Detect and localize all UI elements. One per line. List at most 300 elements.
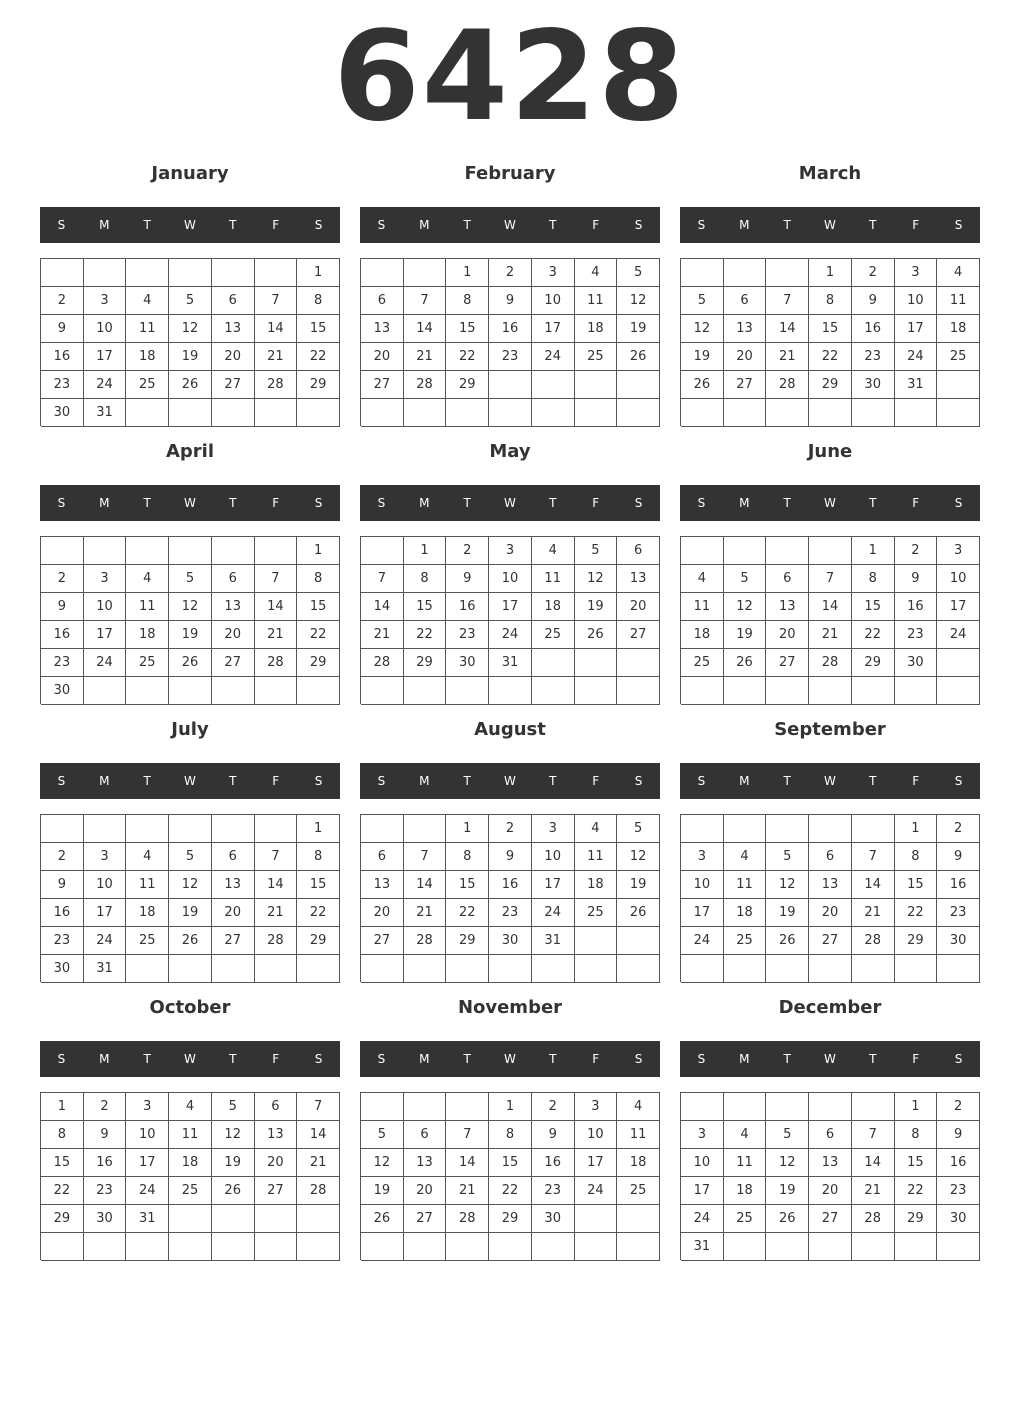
day-cell: 10 [681, 1149, 724, 1177]
day-cell: 5 [575, 537, 618, 565]
empty-day-cell [809, 399, 852, 427]
empty-day-cell [575, 649, 618, 677]
day-cell: 6 [212, 565, 255, 593]
day-cell: 9 [41, 871, 84, 899]
day-cell: 14 [446, 1149, 489, 1177]
day-cell: 5 [724, 565, 767, 593]
weekday-label: W [504, 1052, 516, 1066]
weekday-label: M [419, 218, 430, 232]
day-cell: 25 [724, 1205, 767, 1233]
day-cell: 11 [575, 843, 618, 871]
day-cell: 20 [617, 593, 660, 621]
day-cell: 15 [852, 593, 895, 621]
day-cell: 23 [489, 343, 532, 371]
day-cell: 25 [681, 649, 724, 677]
day-cell: 19 [681, 343, 724, 371]
weekday-label: W [824, 1052, 836, 1066]
day-cell: 16 [446, 593, 489, 621]
day-cell: 26 [169, 927, 212, 955]
day-cell: 24 [84, 371, 127, 399]
weekday-label: W [184, 774, 196, 788]
months-grid [40, 158, 980, 1270]
empty-day-cell [681, 1093, 724, 1121]
day-cell: 6 [212, 843, 255, 871]
empty-day-cell [84, 1233, 127, 1261]
day-cell: 5 [169, 287, 212, 315]
weekday-label: T [783, 218, 791, 232]
day-cell: 6 [361, 843, 404, 871]
day-cell: 17 [84, 621, 127, 649]
day-cell: 22 [404, 621, 447, 649]
month-name: October [149, 997, 231, 1018]
day-cell: 21 [766, 343, 809, 371]
day-cell: 6 [766, 565, 809, 593]
day-cell: 27 [212, 649, 255, 677]
day-cell: 22 [809, 343, 852, 371]
day-cell: 13 [212, 593, 255, 621]
day-grid [680, 258, 980, 426]
day-cell: 30 [489, 927, 532, 955]
day-cell: 9 [532, 1121, 575, 1149]
day-cell: 14 [255, 593, 298, 621]
day-cell: 8 [297, 287, 340, 315]
year-title: 6428 [333, 5, 687, 149]
day-cell: 8 [297, 565, 340, 593]
weekday-label: M [99, 774, 110, 788]
day-cell: 20 [724, 343, 767, 371]
day-cell: 1 [809, 259, 852, 287]
day-cell: 10 [489, 565, 532, 593]
weekday-label: T [463, 1052, 471, 1066]
day-cell: 13 [361, 871, 404, 899]
day-grid [40, 536, 340, 704]
month-september [680, 714, 980, 992]
day-cell: 20 [809, 1177, 852, 1205]
day-cell: 2 [489, 259, 532, 287]
weekday-label: T [869, 218, 877, 232]
day-cell: 23 [41, 927, 84, 955]
day-cell: 12 [724, 593, 767, 621]
weekday-label: S [634, 1052, 643, 1066]
month-october [40, 992, 340, 1270]
day-cell: 11 [937, 287, 980, 315]
weekday-header [40, 763, 340, 799]
empty-day-cell [446, 1093, 489, 1121]
day-cell: 20 [361, 343, 404, 371]
day-cell: 28 [809, 649, 852, 677]
empty-day-cell [895, 677, 938, 705]
day-cell: 2 [41, 565, 84, 593]
day-cell: 30 [84, 1205, 127, 1233]
day-cell: 4 [575, 259, 618, 287]
empty-day-cell [41, 1233, 84, 1261]
day-cell: 7 [809, 565, 852, 593]
empty-day-cell [169, 399, 212, 427]
day-cell: 10 [84, 315, 127, 343]
weekday-label: W [184, 496, 196, 510]
day-cell: 12 [169, 315, 212, 343]
day-cell: 27 [404, 1205, 447, 1233]
day-cell: 27 [212, 927, 255, 955]
day-cell: 7 [361, 565, 404, 593]
weekday-label: T [229, 1052, 237, 1066]
day-cell: 24 [84, 649, 127, 677]
day-cell: 29 [809, 371, 852, 399]
empty-day-cell [169, 1205, 212, 1233]
day-cell: 30 [852, 371, 895, 399]
day-cell: 31 [84, 399, 127, 427]
day-cell: 3 [84, 843, 127, 871]
day-cell: 19 [212, 1149, 255, 1177]
day-cell: 24 [84, 927, 127, 955]
month-name: August [474, 719, 546, 740]
day-cell: 28 [852, 927, 895, 955]
weekday-label: T [463, 774, 471, 788]
weekday-label: S [314, 1052, 323, 1066]
weekday-label: F [592, 218, 600, 232]
day-cell: 13 [404, 1149, 447, 1177]
day-cell: 18 [575, 315, 618, 343]
weekday-label: M [739, 774, 750, 788]
empty-day-cell [361, 677, 404, 705]
day-cell: 6 [809, 1121, 852, 1149]
empty-day-cell [575, 1233, 618, 1261]
day-cell: 17 [681, 1177, 724, 1205]
day-cell: 13 [766, 593, 809, 621]
day-cell: 31 [126, 1205, 169, 1233]
day-cell: 14 [404, 315, 447, 343]
day-cell: 3 [84, 287, 127, 315]
day-cell: 12 [681, 315, 724, 343]
empty-day-cell [361, 537, 404, 565]
day-cell: 15 [489, 1149, 532, 1177]
day-cell: 22 [446, 899, 489, 927]
day-cell: 10 [84, 593, 127, 621]
day-cell: 3 [937, 537, 980, 565]
day-cell: 7 [852, 1121, 895, 1149]
empty-day-cell [532, 649, 575, 677]
day-cell: 25 [169, 1177, 212, 1205]
empty-day-cell [575, 955, 618, 983]
day-cell: 11 [126, 593, 169, 621]
day-cell: 7 [446, 1121, 489, 1149]
empty-day-cell [169, 677, 212, 705]
day-cell: 21 [852, 899, 895, 927]
day-cell: 30 [937, 927, 980, 955]
empty-day-cell [809, 955, 852, 983]
day-cell: 1 [446, 815, 489, 843]
day-cell: 12 [766, 1149, 809, 1177]
empty-day-cell [255, 677, 298, 705]
day-cell: 29 [297, 371, 340, 399]
day-cell: 12 [766, 871, 809, 899]
day-cell: 8 [895, 843, 938, 871]
day-cell: 28 [361, 649, 404, 677]
day-cell: 12 [617, 287, 660, 315]
weekday-label: S [377, 774, 386, 788]
empty-day-cell [852, 1093, 895, 1121]
day-cell: 4 [126, 565, 169, 593]
day-cell: 2 [852, 259, 895, 287]
day-cell: 23 [41, 649, 84, 677]
day-cell: 28 [404, 371, 447, 399]
day-cell: 4 [937, 259, 980, 287]
day-cell: 26 [617, 343, 660, 371]
weekday-label: S [377, 218, 386, 232]
day-cell: 2 [41, 843, 84, 871]
day-cell: 19 [169, 899, 212, 927]
day-cell: 21 [809, 621, 852, 649]
empty-day-cell [212, 1233, 255, 1261]
day-cell: 18 [126, 621, 169, 649]
empty-day-cell [404, 677, 447, 705]
day-cell: 11 [126, 315, 169, 343]
day-cell: 10 [126, 1121, 169, 1149]
empty-day-cell [446, 1233, 489, 1261]
day-cell: 30 [532, 1205, 575, 1233]
empty-day-cell [766, 259, 809, 287]
day-cell: 19 [766, 899, 809, 927]
empty-day-cell [361, 1233, 404, 1261]
day-cell: 14 [361, 593, 404, 621]
day-cell: 9 [937, 1121, 980, 1149]
empty-day-cell [852, 1233, 895, 1261]
day-cell: 23 [532, 1177, 575, 1205]
empty-day-cell [361, 399, 404, 427]
empty-day-cell [575, 371, 618, 399]
day-cell: 10 [532, 287, 575, 315]
empty-day-cell [255, 955, 298, 983]
day-cell: 6 [212, 287, 255, 315]
day-cell: 26 [212, 1177, 255, 1205]
day-cell: 18 [617, 1149, 660, 1177]
empty-day-cell [297, 677, 340, 705]
month-name: March [798, 163, 862, 184]
weekday-label: M [739, 496, 750, 510]
day-cell: 25 [532, 621, 575, 649]
month-name: February [464, 163, 556, 184]
day-grid [40, 814, 340, 982]
empty-day-cell [446, 399, 489, 427]
day-cell: 9 [895, 565, 938, 593]
day-cell: 25 [126, 927, 169, 955]
empty-day-cell [617, 1205, 660, 1233]
empty-day-cell [895, 399, 938, 427]
month-march [680, 158, 980, 436]
weekday-label: S [314, 774, 323, 788]
weekday-label: M [99, 1052, 110, 1066]
day-cell: 30 [446, 649, 489, 677]
day-cell: 24 [126, 1177, 169, 1205]
empty-day-cell [126, 259, 169, 287]
weekday-header [40, 485, 340, 521]
empty-day-cell [681, 955, 724, 983]
day-cell: 19 [617, 315, 660, 343]
day-cell: 15 [446, 871, 489, 899]
day-cell: 12 [617, 843, 660, 871]
weekday-label: M [419, 496, 430, 510]
day-cell: 18 [937, 315, 980, 343]
weekday-label: F [272, 774, 280, 788]
weekday-label: S [57, 774, 66, 788]
day-cell: 9 [41, 593, 84, 621]
day-cell: 17 [532, 315, 575, 343]
weekday-label: S [314, 496, 323, 510]
empty-day-cell [404, 259, 447, 287]
empty-day-cell [361, 955, 404, 983]
day-cell: 8 [489, 1121, 532, 1149]
day-cell: 17 [84, 899, 127, 927]
day-cell: 29 [489, 1205, 532, 1233]
day-cell: 2 [84, 1093, 127, 1121]
day-cell: 4 [681, 565, 724, 593]
day-cell: 7 [255, 287, 298, 315]
month-name: November [457, 997, 563, 1018]
day-grid [680, 1092, 980, 1260]
day-cell: 18 [532, 593, 575, 621]
day-cell: 4 [126, 843, 169, 871]
day-cell: 13 [809, 1149, 852, 1177]
day-cell: 2 [446, 537, 489, 565]
weekday-label: S [697, 496, 706, 510]
weekday-label: T [549, 218, 557, 232]
day-cell: 30 [41, 955, 84, 983]
weekday-header [360, 485, 660, 521]
day-cell: 22 [446, 343, 489, 371]
empty-day-cell [297, 399, 340, 427]
weekday-label: F [912, 496, 920, 510]
day-cell: 22 [895, 899, 938, 927]
weekday-label: T [549, 1052, 557, 1066]
day-cell: 6 [809, 843, 852, 871]
day-cell: 15 [41, 1149, 84, 1177]
empty-day-cell [937, 371, 980, 399]
day-cell: 1 [489, 1093, 532, 1121]
weekday-label: M [739, 218, 750, 232]
day-cell: 21 [255, 343, 298, 371]
month-may [360, 436, 660, 714]
empty-day-cell [575, 1205, 618, 1233]
empty-day-cell [255, 1233, 298, 1261]
weekday-label: S [634, 774, 643, 788]
day-cell: 3 [489, 537, 532, 565]
weekday-label: F [592, 496, 600, 510]
empty-day-cell [724, 1093, 767, 1121]
day-cell: 6 [255, 1093, 298, 1121]
day-cell: 21 [404, 899, 447, 927]
day-cell: 14 [766, 315, 809, 343]
empty-day-cell [126, 955, 169, 983]
day-cell: 22 [852, 621, 895, 649]
empty-day-cell [617, 927, 660, 955]
day-cell: 8 [297, 843, 340, 871]
empty-day-cell [404, 1093, 447, 1121]
empty-day-cell [361, 259, 404, 287]
weekday-label: F [592, 774, 600, 788]
month-november [360, 992, 660, 1270]
weekday-header [360, 1041, 660, 1077]
day-cell: 26 [169, 649, 212, 677]
empty-day-cell [169, 1233, 212, 1261]
day-cell: 28 [255, 371, 298, 399]
empty-day-cell [297, 1205, 340, 1233]
day-cell: 24 [681, 1205, 724, 1233]
empty-day-cell [766, 815, 809, 843]
day-cell: 27 [809, 927, 852, 955]
empty-day-cell [255, 815, 298, 843]
day-cell: 28 [404, 927, 447, 955]
weekday-label: F [912, 218, 920, 232]
day-cell: 17 [532, 871, 575, 899]
empty-day-cell [895, 955, 938, 983]
weekday-label: S [377, 1052, 386, 1066]
day-cell: 29 [895, 1205, 938, 1233]
empty-day-cell [724, 955, 767, 983]
day-cell: 10 [681, 871, 724, 899]
day-cell: 3 [681, 1121, 724, 1149]
day-cell: 6 [361, 287, 404, 315]
empty-day-cell [212, 537, 255, 565]
empty-day-cell [809, 1093, 852, 1121]
empty-day-cell [212, 259, 255, 287]
empty-day-cell [724, 537, 767, 565]
weekday-label: W [504, 774, 516, 788]
empty-day-cell [126, 677, 169, 705]
day-cell: 11 [126, 871, 169, 899]
day-cell: 27 [724, 371, 767, 399]
day-cell: 24 [532, 899, 575, 927]
day-cell: 5 [361, 1121, 404, 1149]
day-cell: 4 [724, 843, 767, 871]
day-cell: 13 [255, 1121, 298, 1149]
day-cell: 25 [617, 1177, 660, 1205]
weekday-label: S [377, 496, 386, 510]
day-cell: 17 [84, 343, 127, 371]
day-cell: 10 [575, 1121, 618, 1149]
day-cell: 29 [895, 927, 938, 955]
day-cell: 1 [297, 259, 340, 287]
empty-day-cell [446, 955, 489, 983]
day-cell: 27 [809, 1205, 852, 1233]
day-cell: 5 [212, 1093, 255, 1121]
day-cell: 25 [575, 899, 618, 927]
day-cell: 21 [255, 899, 298, 927]
weekday-label: F [272, 218, 280, 232]
day-cell: 18 [169, 1149, 212, 1177]
empty-day-cell [937, 955, 980, 983]
empty-day-cell [41, 259, 84, 287]
empty-day-cell [724, 399, 767, 427]
empty-day-cell [404, 1233, 447, 1261]
weekday-label: M [99, 496, 110, 510]
day-cell: 23 [84, 1177, 127, 1205]
day-grid [360, 258, 660, 426]
day-cell: 22 [41, 1177, 84, 1205]
empty-day-cell [212, 955, 255, 983]
day-cell: 31 [895, 371, 938, 399]
day-cell: 24 [575, 1177, 618, 1205]
day-cell: 6 [404, 1121, 447, 1149]
day-cell: 10 [532, 843, 575, 871]
day-cell: 13 [212, 871, 255, 899]
day-grid [680, 814, 980, 982]
empty-day-cell [361, 815, 404, 843]
empty-day-cell [937, 1233, 980, 1261]
day-cell: 25 [126, 371, 169, 399]
day-cell: 23 [41, 371, 84, 399]
empty-day-cell [766, 537, 809, 565]
empty-day-cell [937, 677, 980, 705]
